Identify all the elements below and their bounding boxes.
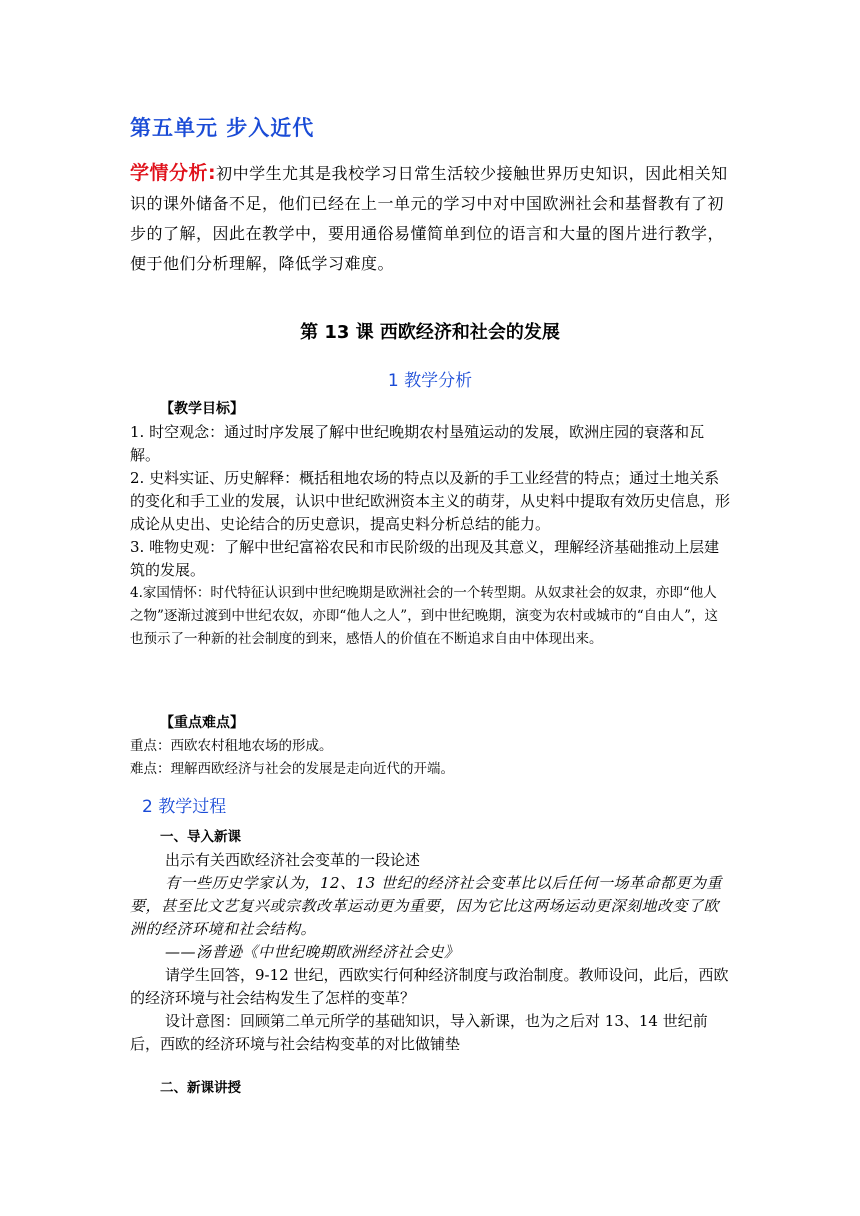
key-difficult-points [130, 712, 730, 781]
teaching-analysis-title: 1 教学分析 [387, 371, 473, 391]
analysis-label: 学情分析: [130, 162, 217, 184]
section-introduction [130, 826, 730, 1056]
section1-heading: 一、导入新课 [160, 829, 241, 845]
section2-heading: 二、新课讲授 [160, 1080, 241, 1096]
goal-item: 4.家国情怀：时代特征认识到中世纪晚期是欧洲社会的一个转型期。从奴隶社会的奴隶，亦即“他人之物”逐渐过渡到中世纪农奴，亦即“他人之人”，到中世纪晚期，演变为农村或城市的“自由人”，这也预示了一种新的社会制度的到来，感悟人的价值在不断追求自由中体现出来。 [130, 585, 719, 647]
goal-item: 1. 时空观念：通过时序发展了解中世纪晚期农村垦殖运动的发展，欧洲庄园的衰落和瓦解。 [130, 423, 705, 464]
section1-design: 设计意图：回顾第二单元所学的基础知识，导入新课，也为之后对 13、14 世纪前后，西欧的经济环境与社会结构变革的对比做铺垫 [130, 1012, 708, 1053]
goal-item: 2. 史料实证、历史解释：概括租地农场的特点以及新的手工业经营的特点；通过土地关系的变化和手工业的发展，认识中世纪欧洲资本主义的萌芽，从史料中提取有效历史信息，形成论从史出、史论结合的历史意识，提高史料分析总结的能力。 [130, 469, 731, 533]
section1-quote: 有一些历史学家认为，12、13 世纪的经济社会变革比以后任何一场革命都更为重要，甚至比文艺复兴或宗教改革运动更为重要，因为它比这两场运动更深刻地改变了欧洲的经济环境和社会结构。 [130, 874, 722, 938]
goal-item: 3. 唯物史观：了解中世纪富裕农民和市民阶级的出现及其意义，理解经济基础推动上层建筑的发展。 [130, 538, 720, 579]
lesson-title: 第 13 课 西欧经济和社会的发展 [300, 322, 560, 343]
teaching-process-title: 2 教学过程 [142, 797, 227, 817]
keys-heading: 【重点难点】 [160, 715, 244, 731]
section1-intro: 出示有关西欧经济社会变革的一段论述 [165, 851, 421, 869]
learning-analysis [130, 158, 730, 279]
section1-question: 请学生回答，9-12 世纪，西欧实行何种经济制度与政治制度。教师设问，此后，西欧的经济环境与社会结构发生了怎样的变革？ [130, 966, 729, 1007]
key-point: 重点：西欧农村租地农场的形成。 [130, 738, 333, 754]
unit-title: 第五单元 步入近代 [130, 116, 315, 140]
section1-source: ——汤普逊《中世纪晚期欧洲经济社会史》 [165, 943, 460, 961]
goals-heading: 【教学目标】 [160, 401, 244, 417]
analysis-text: 初中学生尤其是我校学习日常生活较少接触世界历史知识，因此相关知识的课外储备不足，他们已经在上一单元的学习中对中国欧洲社会和基督教有了初步的了解，因此在教学中，要用通俗易懂简单到位的语言和大量的图片进行教学，便于他们分析理解，降低学习难度。 [130, 164, 728, 273]
difficult-point: 难点：理解西欧经济与社会的发展是走向近代的开端。 [130, 761, 454, 777]
teaching-goals [130, 398, 730, 651]
